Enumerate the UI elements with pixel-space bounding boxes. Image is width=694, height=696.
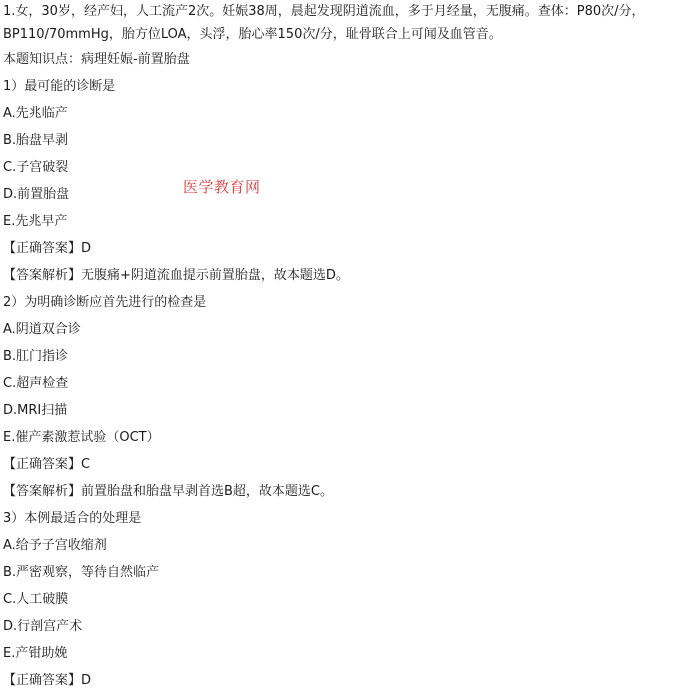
q2-option-a: A.阴道双合诊	[3, 322, 81, 337]
q1-option-b: B.胎盘早剥	[3, 133, 69, 148]
q1-option-d: D.前置胎盘	[3, 187, 70, 202]
q1-answer: 【正确答案】D	[3, 241, 92, 256]
q3-option-c: C.人工破膜	[3, 592, 69, 607]
q3-option-a: A.给予子宫收缩剂	[3, 538, 107, 553]
case-intro: 1.女，30岁，经产妇，人工流产2次。妊娠38周，晨起发现阴道流血，多于月经量，无腹痛。查体：P80次/分，BP110/70mmHg，胎方位LOA，头浮，胎心率150次/分，耻骨联合上可闻及血管音。	[3, 4, 645, 42]
watermark-text: 医学教育网	[183, 178, 261, 196]
q3-option-e: E.产钳助娩	[3, 646, 68, 661]
q2-option-d: D.MRI扫描	[3, 403, 68, 418]
question-3: 3）本例最适合的处理是	[3, 511, 142, 526]
q1-option-e: E.先兆早产	[3, 214, 68, 229]
q1-analysis: 【答案解析】无腹痛+阴道流血提示前置胎盘，故本题选D。	[3, 268, 349, 283]
q2-option-e: E.催产素激惹试验（OCT）	[3, 430, 160, 445]
q3-answer: 【正确答案】D	[3, 673, 92, 688]
q3-option-d: D.行剖宫产术	[3, 619, 83, 634]
knowledge-point: 本题知识点：病理妊娠-前置胎盘	[3, 52, 190, 67]
q3-option-b: B.严密观察，等待自然临产	[3, 565, 160, 580]
q1-option-c: C.子宫破裂	[3, 160, 69, 175]
q2-answer: 【正确答案】C	[3, 457, 91, 472]
q1-option-a: A.先兆临产	[3, 106, 68, 121]
q2-option-b: B.肛门指诊	[3, 349, 69, 364]
q2-option-c: C.超声检查	[3, 376, 69, 391]
q2-analysis: 【答案解析】前置胎盘和胎盘早剥首选B超，故本题选C。	[3, 484, 333, 499]
question-2: 2）为明确诊断应首先进行的检查是	[3, 295, 207, 310]
exam-document	[3, 0, 691, 694]
question-1: 1）最可能的诊断是	[3, 79, 116, 94]
